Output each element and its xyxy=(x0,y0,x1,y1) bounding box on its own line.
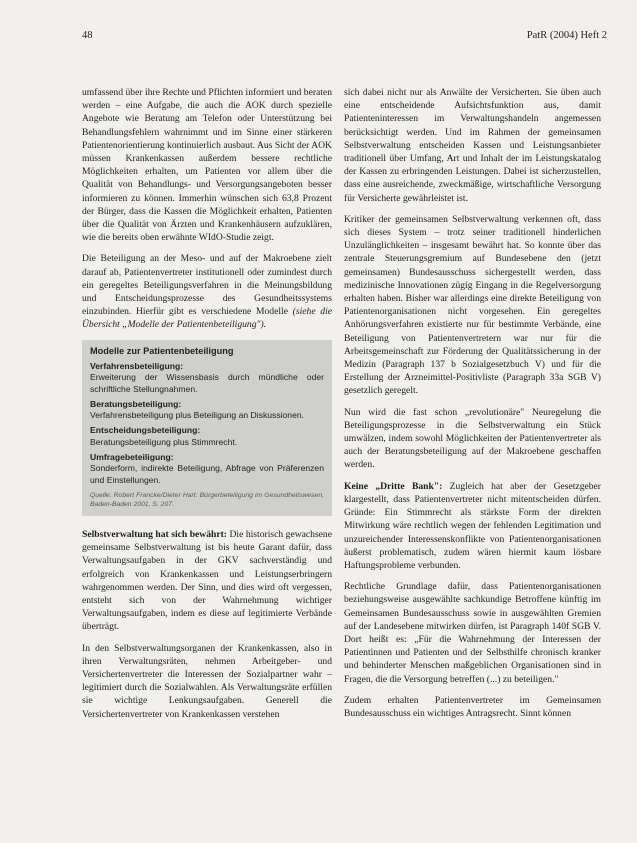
info-box-description: Beratungsbeteiligung plus Stimmrecht. xyxy=(90,436,238,447)
paragraph xyxy=(82,528,332,634)
paragraph: Kritiker der gemeinsamen Selbstverwaltung verkennen oft, dass sich dieses System – trotz seiner traditionell hinderlichen Unzulänglichkeiten – insgesamt bewährt hat. So konnte über das zentrale Steuerungsgremium auf Bundesebene den (jetzt gemeinsamen) Bundesausschuss sichergestellt werden, dass medizinische Innovationen zügig Eingang in die Regelversorgung erhalten haben. Bisher war allerdings eine direkte Beteiligung von Patientenorganisationen nicht vorgesehen. Ein geregeltes Anhörungsverfahren existierte nur für bestimmte Verbände, eine Beteiligung von Patientenvertretern war nur für die Arbeitsgemeinschaft zur Förderung der Qualitätssicherung in der Medizin (Paragraph 137 b Sozialgesetzbuch V) und für die Erstellung der Arzneimittel-Positivliste (Paragraph 33a SGB V) gesetzlich geregelt. xyxy=(344,213,601,397)
paragraph: sich dabei nicht nur als Anwälte der Versicherten. Sie üben auch eine entscheidende Aufsichtsfunktion aus, damit Patienteninteressen im Verwaltungshandeln angemessen berücksichtigt werden. Und im Rahmen der gemeinsamen Selbstverwaltung entscheiden Kassen und Leistungsanbieter traditionell über Umfang, Art und Inhalt der im Leistungskatalog der Kassen zu erbringenden Leistungen. Dabei ist sicherzustellen, dass eine ausreichende, zweckmäßige, wirtschaftliche Versorgung für Versicherte gewährleistet ist. xyxy=(344,87,601,204)
info-box-term: Entscheidungsbeteiligung: xyxy=(90,425,201,436)
paragraph: Nun wird die fast schon „revolutionäre" Neuregelung die Beteiligungsprozesse in die Selbstverwaltung ein Stück umwälzen, indem sowohl Möglichkeiten der Patientenvertreter als auch der Beratungsbeteiligung auf der Makroebene geschaffen werden. xyxy=(344,406,601,471)
paragraph-text: Die Beteiligung an der Meso- und auf der Makroebene zielt darauf ab, Patientenvertreter institutionell oder zumindest durch ein geregeltes Beteiligungsverfahren in die Meinungsbildung und Entscheidungsprozesse des Gesundheitssystems einzubinden. Hierfür gibt es verschiedene Modelle xyxy=(82,253,332,318)
info-box-term: Umfragebeteiligung: xyxy=(90,452,174,463)
info-box-title: Modelle zur Patientenbeteiligung xyxy=(90,345,234,356)
info-box-description: Sonderform, indirekte Beteiligung, Abfrage von Präferenzen und Einstellungen. xyxy=(90,463,324,485)
paragraph: In den Selbstverwaltungsorganen der Krankenkassen, also in ihren Verwaltungsräten, nehmen Arbeitgeber- und Versichertenvertreter die Interessen der Sozialpartner wahr – legitimiert durch die Sozialwahlen. Als Verwaltungsräte erfüllen sie wichtige Lenkungsaufgaben. Generell die Versichertenvertreter von Krankenkassen verstehen xyxy=(82,642,332,720)
paragraph: Rechtliche Grundlage dafür, dass Patientenorganisationen beziehungsweise ausgewählte sachkundige Betroffene künftig im Gemeinsamen Bundesausschuss sowie in ausgewählten Gremien auf der Landesebene mitwirken dürfen, ist Paragraph 140f SGB V. Dort heißt es: „Für die Wahrnehmung der Interessen der Patientinnen und Patienten und der Selbsthilfe chronisch kranker und behinderter Menschen maßgeblichen Organisationen sind in Fragen, die die Versorgung betreffen (...) zu beteiligen." xyxy=(344,581,601,685)
paragraph xyxy=(82,252,332,331)
journal-title: PatR (2004) Heft 2 xyxy=(526,30,607,41)
right-column xyxy=(344,86,601,728)
paragraph-lead: Selbstverwaltung hat sich bewährt: xyxy=(82,528,227,540)
info-box xyxy=(82,340,332,516)
info-box-description: Verfahrensbeteiligung plus Beteiligung an Diskussionen. xyxy=(90,410,305,421)
paragraph-text: Die historisch gewachsene gemeinsame Selbstverwaltung ist bis heute Garant dafür, dass Verwaltungsaufgaben in der GKV sachverständig und erfolgreich von Krankenkassen und Leistungserbringern wahrgenommen werden. Der Sinn, und dies wird oft vergessen, entsteht sich von der Wahrnehmung wichtiger Verwaltungsaufgaben, indem es diese auf legitimierte Verbände überträgt. xyxy=(82,528,332,633)
paragraph xyxy=(344,480,601,572)
paragraph: Zudem erhalten Patientenvertreter im Gemeinsamen Bundesausschuss ein wichtiges Antragsrecht. Sinnt können xyxy=(344,694,601,719)
paragraph-lead: Keine „Dritte Bank": xyxy=(344,480,443,492)
paragraph: umfassend über ihre Rechte und Pflichten informiert und beraten werden – eine Aufgabe, die auch die AOK durch spezielle Angebote wie Beratung am Telefon oder Unterstützung bei Behandlungsfehlern wahrnimmt und im Sinne einer stärkeren Patientenorientierung kontinuierlich ausbaut. Aus Sicht der AOK müssen Krankenkassen außerdem bessere rechtliche Möglichkeiten erhalten, um Patienten vor allem über die Qualität von Behandlungs- und Versorgungsangeboten besser informieren zu können. Immerhin wünschen sich 63,8 Prozent der Bürger, dass die Kassen die Möglichkeit erhalten, Patienten über die Qualität von Ärzten und Krankenhäusern aufzuklären, wie die bereits oben erwähnte WIdO-Studie zeigt. xyxy=(82,87,332,244)
info-box-source: Quelle: Robert Francke/Dieter Hart: Bürgerbeteiligung im Gesundheitswesen, Baden-Baden 2001, S. 207. xyxy=(90,491,324,508)
page-number: 48 xyxy=(82,30,93,41)
paragraph-text: Zugleich hat aber der Gesetzgeber klargestellt, dass Patientenvertreter nicht mitentscheiden dürfen. Gründe: Ein Stimmrecht als stärkste Form der direkten Mitwirkung wäre rechtlich wegen der fehlenden Legitimation und unzureichender Interessenskonflikte von Patientenorganisationen äußerst problematisch, zudem wären hiermit kaum lösbare Haftungsprobleme verbunden. xyxy=(344,480,601,571)
paragraph-reference: (siehe die Übersicht „Modelle der Patientenbeteiligung"). xyxy=(82,306,332,331)
info-box-term: Beratungsbeteiligung: xyxy=(90,398,182,409)
info-box-term: Verfahrensbeteiligung: xyxy=(90,360,184,371)
info-box-description: Erweiterung der Wissensbasis durch mündliche oder schriftliche Stellungnahmen. xyxy=(90,372,324,394)
left-column xyxy=(82,86,332,729)
running-header xyxy=(82,30,607,44)
